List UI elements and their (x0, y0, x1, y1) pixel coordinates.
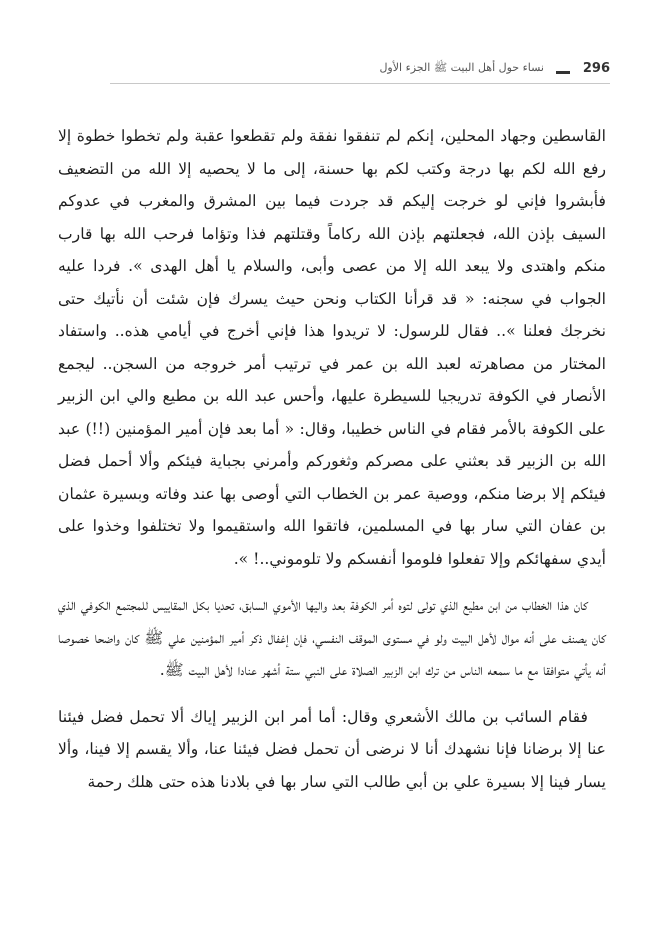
paragraph-2: كان هذا الخطاب من ابن مطيع الذي تولى لتوه أمر الكوفة بعد واليها الأموي السابق، تحديا بكل المقاييس للمجتمع الكوفي الذي كان يصنف على أنه موال لأهل البيت ولو في مستوى الموقف النفسي، فإن إغفال ذكر أمير المؤمنين علي ﷺ كان واضحا خصوصا أنه يأتي متوافقا مع ما سمعه الناس من ترك ابن الزبير الصلاة على النبي ستة أشهر عنادا لأهل البيت ﷺ. (57, 596, 606, 679)
body-text (58, 120, 606, 798)
paragraph-1: القاسطين وجهاد المحلين، إنكم لم تنفقوا نفقة ولم تقطعوا عقبة ولم تخطوا خطوة إلا رفع الله لكم بها درجة وكتب لكم بها حسنة، إلى ما لا يحصيه إلا الله من التضعيف فأبشروا فإني لو خرجت إليكم قد جردت فيما بين المشرق والمغرب في عدوكم السيف بإذن الله، فجعلتهم بإذن الله ركاماً وقتلتهم فذا وتؤاما فرحب الله بها قارب منكم واهتدى ولا يبعد الله إلا من عصى وأبى، والسلام يا أهل الهدى ». فردا عليه الجواب في سجنه: « قد قرأنا الكتاب ونحن حيث يسرك فإن شئت أن نأتيك حتى نخرجك فعلنا ».. فقال للرسول: لا تريدوا هذا فإني أخرج في أيامي هذه.. واستفاد المختار من مصاهرته لعبد الله بن عمر في ترتيب أمر خروجه من السجن.. ليجمع الأنصار في الكوفة تدريجيا للسيطرة عليها، وأحس عبد الله بن مطيع والي ابن الزبير على الكوفة بالأمر فقام في الناس خطيبا، وقال: « أما بعد فإن أمير المؤمنين (!!) عبد الله بن الزبير قد بعثني على مصركم وثغوركم وأمرني بجباية فيئكم وألا أحمل فضل فيئكم إلا برضا منكم، ووصية عمر بن الخطاب التي أوصى بها عند وفاته وبسيرة عثمان بن عفان التي سار بها في المسلمين، فاتقوا الله واستقيموا ولا تختلفوا وخذوا على أيدي سفهائكم وإلا تفعلوا فلوموا أنفسكم ولا تلوموني..! ». (58, 127, 606, 568)
header-rule (110, 83, 610, 84)
paragraph-3: فقام السائب بن مالك الأشعري وقال: أما أمر ابن الزبير إياك ألا تحمل فضل فيئنا عنا إلا برضانا فإنا نشهدك أنا لا نرضى أن تحمل فضل فيئنا عنا، وألا يقسم إلا فينا، وألا يسار فينا إلا بسيرة علي بن أبي طالب التي سار بها في بلادنا هذه حتى هلك رحمة (58, 707, 606, 791)
running-title: نساء حول أهل البيت ﷺ الجزء الأول (379, 61, 544, 74)
header-dash (556, 71, 570, 74)
page-number: 296 (582, 61, 610, 76)
page-header (110, 58, 610, 88)
